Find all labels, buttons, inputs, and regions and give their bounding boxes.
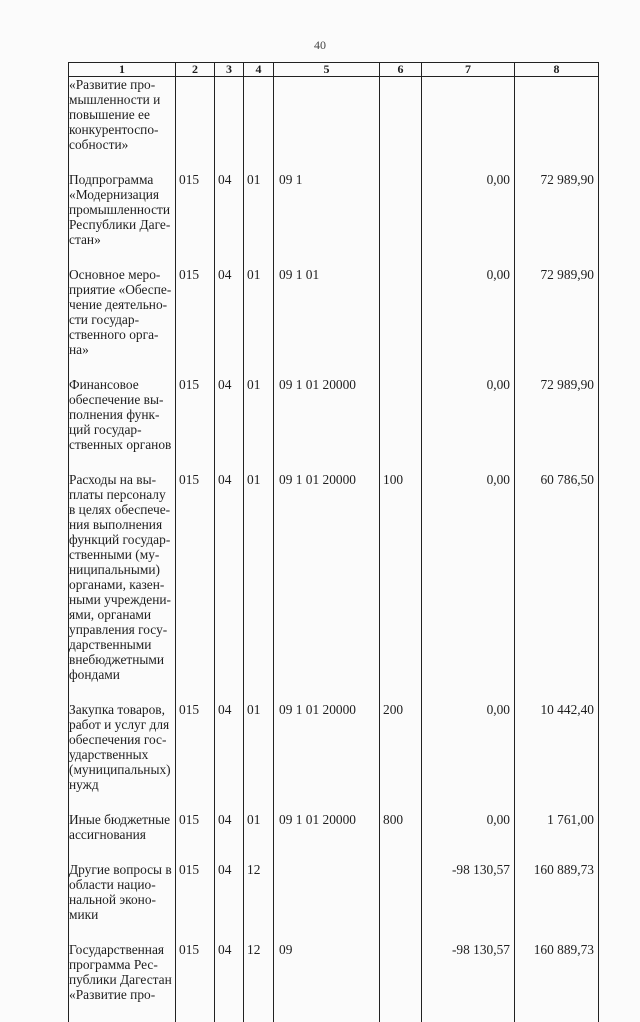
row-target-article: 09 1 01 20000 [274,812,380,862]
row-change-amount: 0,00 [422,472,515,702]
row-ministry-code: 015 [176,172,215,267]
row-target-article [274,862,380,942]
row-change-amount: 0,00 [422,172,515,267]
table-row [69,172,599,267]
row-subsection-code: 01 [244,267,274,377]
row-name: Подпрограмма «Модернизация промышленности Республики Даге- стан» [69,172,176,267]
row-target-article: 09 1 01 20000 [274,472,380,702]
column-header: 4 [244,63,274,77]
table-row [69,377,599,472]
column-header: 2 [176,63,215,77]
row-expense-type [380,77,422,173]
row-expense-type [380,377,422,472]
row-subsection-code: 01 [244,377,274,472]
row-name: Расходы на вы- платы персоналу в целях обеспече- ния выполнения функций государ- ственными (му- ниципальными) органами, казен- ными учреждени- ями, органами управления госу- дарственными внебюджетными фондами [69,472,176,702]
row-total-amount: 160 889,73 [515,862,599,942]
row-subsection-code: 12 [244,862,274,942]
budget-table [68,62,599,1022]
row-ministry-code: 015 [176,472,215,702]
table-row [69,942,599,1022]
table-body [69,77,599,1022]
row-expense-type [380,172,422,267]
row-total-amount: 10 442,40 [515,702,599,812]
row-section-code: 04 [215,812,244,862]
row-name: Государственная программа Рес- публики Дагестан «Развитие про- [69,942,176,1022]
row-total-amount [515,77,599,173]
row-total-amount: 160 889,73 [515,942,599,1022]
row-name: Закупка товаров, работ и услуг для обеспечения гос- ударственных (муниципальных) нужд [69,702,176,812]
row-section-code: 04 [215,862,244,942]
row-total-amount: 72 989,90 [515,377,599,472]
row-subsection-code: 01 [244,812,274,862]
row-section-code: 04 [215,472,244,702]
row-target-article: 09 1 01 [274,267,380,377]
row-subsection-code: 01 [244,472,274,702]
column-header: 3 [215,63,244,77]
column-header: 7 [422,63,515,77]
row-name: Иные бюджетные ассигнования [69,812,176,862]
row-subsection-code: 01 [244,702,274,812]
row-name: Финансовое обеспечение вы- полнения функ- ций государ- ственных органов [69,377,176,472]
row-name: Основное меро- приятие «Обеспе- чение деятельно- сти государ- ственного орга- на» [69,267,176,377]
column-header: 1 [69,63,176,77]
row-target-article [274,77,380,173]
row-ministry-code: 015 [176,377,215,472]
row-section-code: 04 [215,267,244,377]
row-total-amount: 60 786,50 [515,472,599,702]
row-expense-type: 800 [380,812,422,862]
table-row [69,862,599,942]
row-ministry-code: 015 [176,267,215,377]
row-target-article: 09 1 01 20000 [274,377,380,472]
table-row [69,472,599,702]
row-section-code: 04 [215,702,244,812]
row-section-code: 04 [215,377,244,472]
row-change-amount: -98 130,57 [422,942,515,1022]
row-change-amount: 0,00 [422,812,515,862]
row-change-amount: 0,00 [422,267,515,377]
row-subsection-code: 12 [244,942,274,1022]
row-expense-type: 100 [380,472,422,702]
row-target-article: 09 [274,942,380,1022]
row-change-amount: 0,00 [422,702,515,812]
row-change-amount: 0,00 [422,377,515,472]
row-ministry-code [176,77,215,173]
row-total-amount: 1 761,00 [515,812,599,862]
row-expense-type [380,862,422,942]
page-number: 40 [0,38,640,53]
row-expense-type [380,267,422,377]
column-header: 5 [274,63,380,77]
row-expense-type: 200 [380,702,422,812]
row-total-amount: 72 989,90 [515,172,599,267]
row-ministry-code: 015 [176,942,215,1022]
table-row [69,702,599,812]
row-target-article: 09 1 [274,172,380,267]
row-name: «Развитие про- мышленности и повышение ее конкурентоспо- собности» [69,77,176,173]
row-target-article: 09 1 01 20000 [274,702,380,812]
row-name: Другие вопросы в области нацио- нальной эконо- мики [69,862,176,942]
row-change-amount: -98 130,57 [422,862,515,942]
row-ministry-code: 015 [176,702,215,812]
row-section-code: 04 [215,942,244,1022]
row-section-code [215,77,244,173]
row-expense-type [380,942,422,1022]
column-header: 6 [380,63,422,77]
header-row [69,63,599,77]
table-row [69,812,599,862]
row-section-code: 04 [215,172,244,267]
row-total-amount: 72 989,90 [515,267,599,377]
table-row [69,267,599,377]
row-subsection-code [244,77,274,173]
row-change-amount [422,77,515,173]
row-subsection-code: 01 [244,172,274,267]
row-ministry-code: 015 [176,812,215,862]
table-row [69,77,599,173]
row-ministry-code: 015 [176,862,215,942]
column-header: 8 [515,63,599,77]
